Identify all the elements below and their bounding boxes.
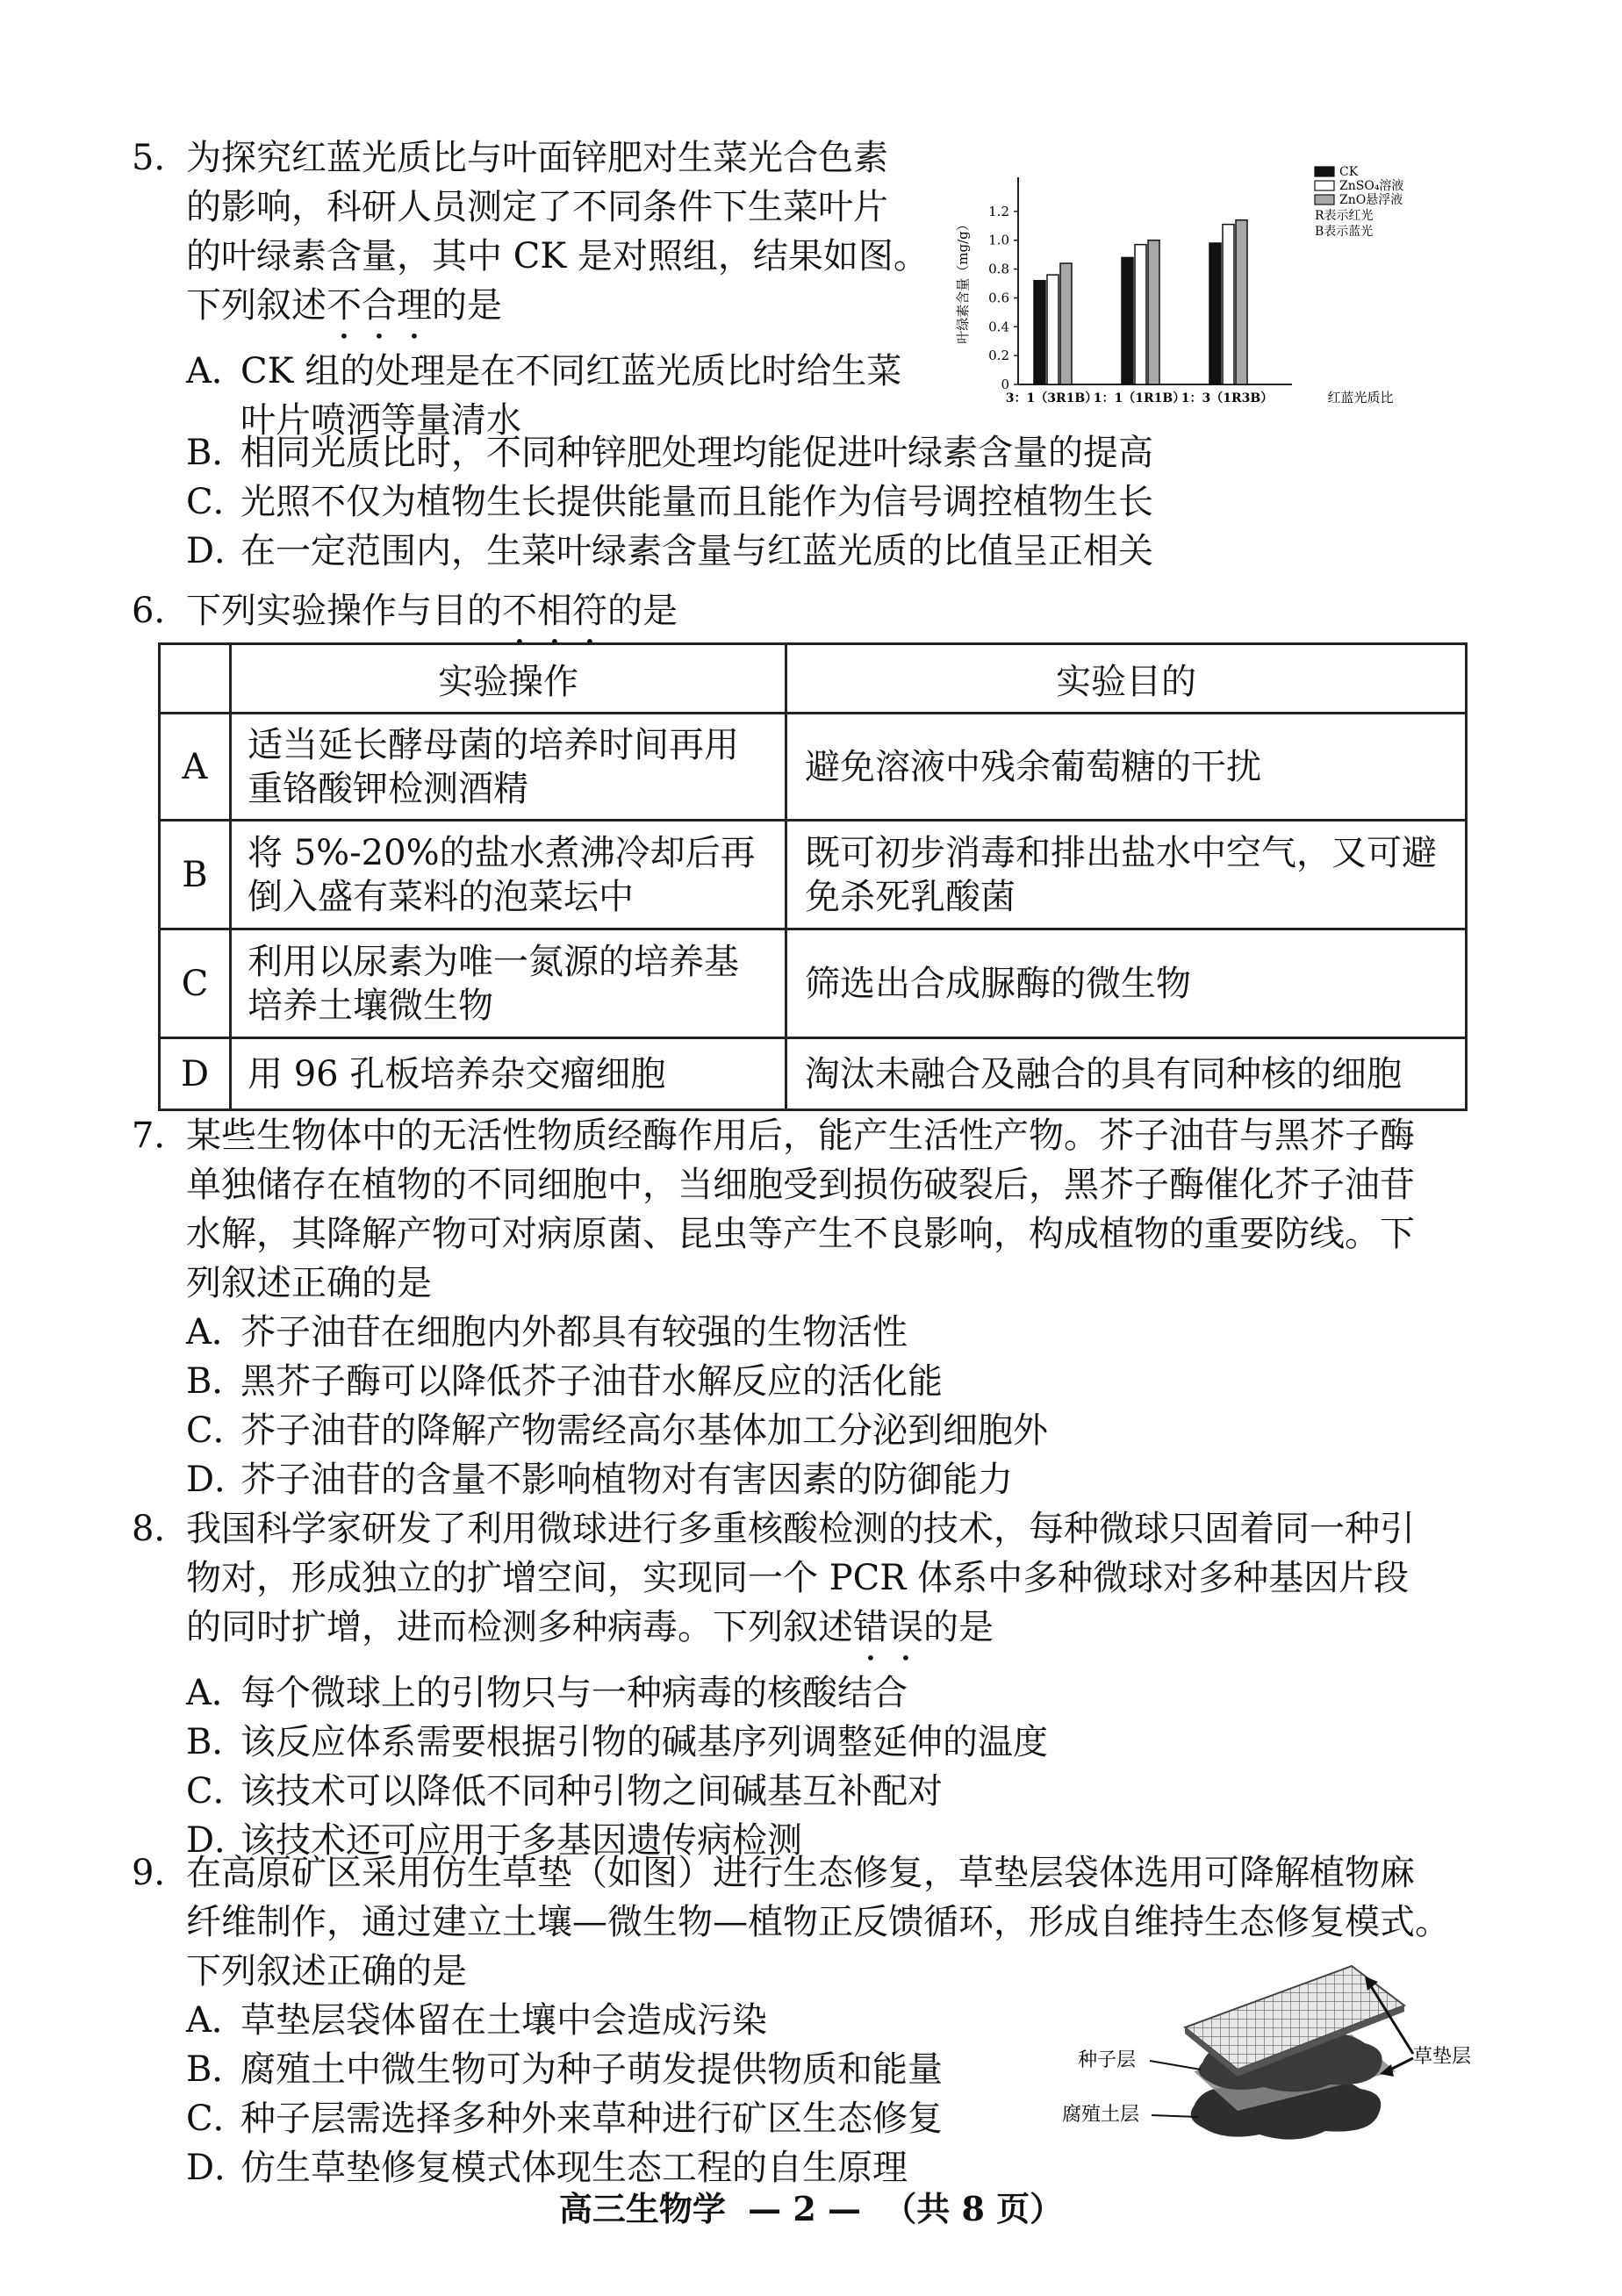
option-c[interactable] [186, 1767, 1501, 1816]
table-row[interactable] [160, 929, 1467, 1038]
option-label: D． [186, 531, 250, 571]
table-cell-operation: 适当延长酵母菌的培养时间再用重铬酸钾检测酒精 [231, 714, 786, 821]
y-tick-label: 1.2 [988, 203, 1009, 219]
option-label: B． [186, 1361, 248, 1402]
table-cell-operation: 将 5%-20%的盐水煮沸冷却后再倒入盛有菜料的泡菜坛中 [231, 821, 786, 929]
page-footer [0, 2182, 1622, 2230]
stem-text: 的是 [432, 285, 502, 326]
option-c[interactable] [186, 1406, 1501, 1455]
option-b[interactable] [186, 1718, 1501, 1767]
option-a[interactable] [186, 1668, 1501, 1718]
table-header-cell: 实验目的 [786, 644, 1467, 714]
y-tick-label: 0 [1001, 377, 1009, 392]
emphasis-text: 不合理 [327, 285, 432, 326]
stem-line [186, 1603, 1501, 1668]
table-row[interactable] [160, 821, 1467, 929]
legend-note: B表示蓝光 [1315, 225, 1374, 239]
emphasis-text: 错误 [853, 1607, 923, 1647]
option-label: C． [186, 2099, 248, 2139]
option-text: 芥子油苷的降解产物需经高尔基体加工分泌到细胞外 [240, 1410, 1048, 1451]
y-tick-label: 0.2 [988, 348, 1009, 364]
legend-label: ZnSO₄溶液 [1339, 179, 1404, 193]
table-cell-operation: 用 96 孔板培养杂交瘤细胞 [231, 1038, 786, 1110]
x-tick-label: 1：3（1R3B） [1181, 391, 1274, 405]
option-text: 该技术还可应用于多基因遗传病检测 [240, 1820, 802, 1861]
stem-line: 我国科学家研发了利用微球进行多重核酸检测的技术，每种微球只固着同一种引 [186, 1509, 1415, 1549]
option-text: 在一定范围内，生菜叶绿素含量与红蓝光质的比值呈正相关 [240, 531, 1153, 571]
option-label: B． [186, 433, 248, 473]
option-text: 该技术可以降低不同种引物之间碱基互补配对 [240, 1771, 943, 1812]
legend-swatch [1315, 181, 1334, 190]
stem-text: 的是 [923, 1607, 994, 1647]
experiment-table [158, 642, 1468, 1111]
stem-line: 列叙述正确的是 [186, 1263, 432, 1303]
table-cell-key: A [160, 714, 231, 821]
option-text: 光照不仅为植物生长提供能量而且能作为信号调控植物生长 [240, 482, 1153, 522]
question-number: 9． [132, 1853, 190, 1893]
option-text: 每个微球上的引物只与一种病毒的核酸结合 [240, 1673, 908, 1713]
footer-subject: 高三生物学 [558, 2189, 726, 2228]
stem-text: 的是 [607, 591, 678, 631]
bar-1-2 [1122, 257, 1133, 384]
footer-page-number: — 2 — [748, 2189, 861, 2228]
y-tick-label: 0.4 [988, 319, 1009, 335]
stem-line: 为探究红蓝光质比与叶面锌肥对生菜光合色素 [186, 138, 888, 178]
y-tick-label: 0.8 [988, 261, 1009, 277]
legend-label: ZnO悬浮液 [1339, 193, 1403, 207]
bar-3-1 [1060, 263, 1072, 384]
table-cell-purpose: 筛选出合成脲酶的微生物 [786, 929, 1467, 1038]
stem-line: 的叶绿素含量，其中 CK 是对照组，结果如图。 [186, 236, 929, 276]
table-cell-purpose: 避免溶液中残余葡萄糖的干扰 [786, 714, 1467, 821]
stem-line: 某些生物体中的无活性物质经酶作用后，能产生活性产物。芥子油苷与黑芥子酶 [186, 1116, 1415, 1156]
option-label: A． [186, 2000, 247, 2041]
stem-line: 下列叙述正确的是 [186, 1951, 467, 1991]
table-row[interactable] [160, 714, 1467, 821]
option-text: 种子层需选择多种外来草种进行矿区生态修复 [240, 2099, 943, 2139]
question-5-options [132, 428, 1536, 576]
table-header-cell: 实验操作 [231, 644, 786, 714]
option-label: D． [186, 2148, 250, 2188]
table-cell-key: B [160, 821, 231, 929]
bar-1-1 [1034, 281, 1045, 384]
legend-label: CK [1339, 165, 1359, 179]
question-5 [132, 133, 948, 445]
option-label: A． [186, 1673, 247, 1713]
stem-line: 物对，形成独立的扩增空间，实现同一个 PCR 体系中多种微球对多种基因片段 [186, 1558, 1410, 1598]
option-label: D． [186, 1460, 250, 1500]
footer-total-pages: （共 8 页） [883, 2189, 1064, 2228]
option-text: CK 组的处理是在不同红蓝光质比时给生菜 [240, 351, 902, 391]
bar-2-3 [1223, 225, 1234, 384]
stem-text: 下列叙述 [186, 285, 327, 326]
bar-2-2 [1135, 245, 1146, 384]
bar-1-3 [1209, 243, 1221, 384]
seed-layer-label: 种子层 [1078, 2049, 1137, 2071]
stem-line: 在高原矿区采用仿生草垫（如图）进行生态修复，草垫层袋体选用可降解植物麻 [186, 1853, 1415, 1893]
option-label: A． [186, 351, 247, 391]
question-stem [186, 133, 948, 347]
option-c[interactable] [186, 477, 1536, 527]
question-number: 7． [132, 1116, 190, 1156]
table-cell-key: D [160, 1038, 231, 1110]
option-text: 仿生草垫修复模式体现生态工程的自生原理 [240, 2148, 908, 2188]
option-text: 叶片喷洒等量清水 [240, 400, 521, 441]
grass-mat-label: 草垫层 [1413, 2046, 1472, 2068]
legend-swatch [1315, 167, 1334, 176]
option-label: C． [186, 1771, 248, 1812]
question-stem [186, 1504, 1501, 1668]
stem-line [186, 281, 948, 347]
arrow-icon [1150, 2061, 1201, 2070]
option-label: C． [186, 482, 248, 522]
chlorophyll-bar-chart [957, 149, 1475, 421]
emphasis-text: 不相符 [502, 591, 607, 631]
option-b[interactable] [186, 1357, 1501, 1406]
bar-3-3 [1236, 220, 1247, 384]
stem-line: 纤维制作，通过建立土壤—微生物—植物正反馈循环，形成自维持生态修复模式。 [186, 1902, 1450, 1942]
bar-2-1 [1047, 275, 1059, 384]
humus-layer-label: 腐殖土层 [1062, 2104, 1140, 2126]
question-number: 8． [132, 1509, 190, 1549]
chart-labels [955, 165, 1403, 405]
option-b[interactable] [186, 428, 1536, 477]
stem-line: 单独储存在植物的不同细胞中，当细胞受到损伤破裂后，黑芥子酶催化芥子油苷 [186, 1165, 1415, 1205]
option-text: 腐殖土中微生物可为种子萌发提供物质和能量 [240, 2049, 943, 2090]
x-tick-label: 3：1（3R1B） [1005, 391, 1098, 405]
stem-text: 的同时扩增，进而检测多种病毒。下列叙述 [186, 1607, 853, 1647]
stem-line: 的影响，科研人员测定了不同条件下生菜叶片 [186, 187, 888, 227]
legend-note: R表示红光 [1315, 209, 1374, 223]
stem-line: 水解，其降解产物可对病原菌、昆虫等产生不良影响，构成植物的重要防线。下 [186, 1214, 1415, 1254]
stem-text: 下列实验操作与目的 [186, 591, 502, 631]
option-text: 芥子油苷在细胞内外都具有较强的生物活性 [240, 1312, 908, 1352]
option-label: C． [186, 1410, 248, 1451]
option-text: 该反应体系需要根据引物的碱基序列调整延伸的温度 [240, 1722, 1048, 1762]
y-tick-label: 0.6 [988, 290, 1009, 306]
option-text: 相同光质比时，不同种锌肥处理均能促进叶绿素含量的提高 [240, 433, 1153, 473]
table-cell-operation: 利用以尿素为唯一氮源的培养基培养土壤微生物 [231, 929, 786, 1038]
question-number: 5． [132, 138, 190, 178]
option-text: 芥子油苷的含量不影响植物对有害因素的防御能力 [240, 1460, 1013, 1500]
y-tick-label: 1.0 [988, 232, 1009, 248]
table-cell-purpose: 淘汰未融合及融合的具有同种核的细胞 [786, 1038, 1467, 1110]
question-7 [132, 1111, 1501, 1504]
option-d[interactable] [186, 527, 1536, 576]
option-text: 黑芥子酶可以降低芥子油苷水解反应的活化能 [240, 1361, 943, 1402]
x-tick-label: 1：1（1R1B） [1093, 391, 1186, 405]
y-axis-label: 叶绿素含量（mg/g） [955, 218, 971, 344]
legend-swatch [1315, 195, 1334, 204]
table-row[interactable] [160, 1038, 1467, 1110]
option-label: D． [186, 1820, 250, 1861]
question-number: 6． [132, 591, 190, 631]
question-stem [186, 1111, 1501, 1308]
chart-bars [1034, 220, 1247, 384]
grass-mat-diagram [1062, 1931, 1483, 2159]
table-cell-key: C [160, 929, 231, 1038]
bar-3-2 [1148, 240, 1159, 384]
option-label: B． [186, 1722, 248, 1762]
option-text: 草垫层袋体留在土壤中会造成污染 [240, 2000, 767, 2041]
x-axis-label: 红蓝光质比 [1327, 390, 1394, 405]
table-header-cell [160, 644, 231, 714]
option-label: A． [186, 1312, 247, 1352]
table-cell-purpose: 既可初步消毒和排出盐水中空气，又可避免杀死乳酸菌 [786, 821, 1467, 929]
option-d[interactable] [186, 1455, 1501, 1504]
option-label: B． [186, 2049, 248, 2090]
table-header-row [160, 644, 1467, 714]
option-a[interactable] [186, 1308, 1501, 1357]
question-8 [132, 1504, 1501, 1865]
